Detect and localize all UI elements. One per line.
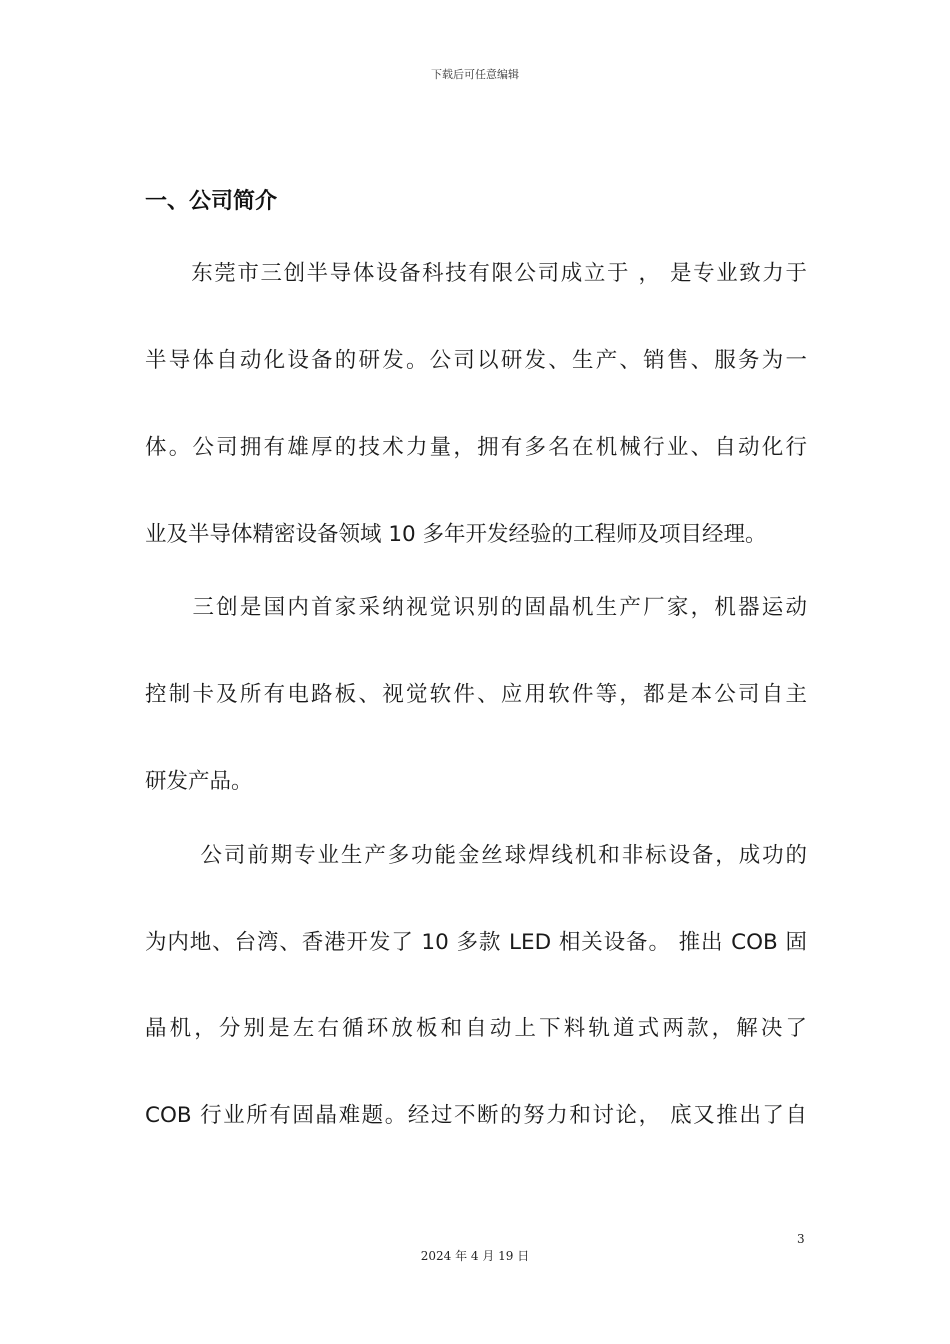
header-note: 下载后可任意编辑 — [431, 68, 519, 81]
paragraph-line: 公司前期专业生产多功能金丝球焊线机和非标设备，成功的 — [145, 843, 807, 868]
paragraph-line: 体。公司拥有雄厚的技术力量，拥有多名在机械行业、自动化行 — [145, 435, 807, 460]
paragraph-line: 晶机，分别是左右循环放板和自动上下料轨道式两款，解决了 — [145, 1016, 807, 1041]
paragraph-line: COB 行业所有固晶难题。经过不断的努力和讨论， 底又推出了自 — [145, 1103, 807, 1128]
paragraph-line: 为内地、台湾、香港开发了 10 多款 LED 相关设备。 推出 COB 固 — [145, 930, 807, 955]
paragraph-line: 三创是国内首家采纳视觉识别的固晶机生产厂家，机器运动 — [145, 595, 807, 620]
paragraph-line: 东莞市三创半导体设备科技有限公司成立于 ， 是专业致力于 — [145, 261, 807, 286]
paragraph-line: 半导体自动化设备的研发。公司以研发、生产、销售、服务为一 — [145, 348, 807, 373]
paragraph-line: 业及半导体精密设备领域 10 多年开发经验的工程师及项目经理。 — [145, 522, 767, 547]
footer-date: 2024 年 4 月 19 日 — [420, 1249, 530, 1263]
page-number: 3 — [797, 1232, 805, 1246]
paragraph-line: 控制卡及所有电路板、视觉软件、应用软件等，都是本公司自主 — [145, 682, 807, 707]
section-title: 一、公司简介 — [145, 189, 278, 214]
paragraph-line: 研发产品。 — [145, 769, 253, 794]
